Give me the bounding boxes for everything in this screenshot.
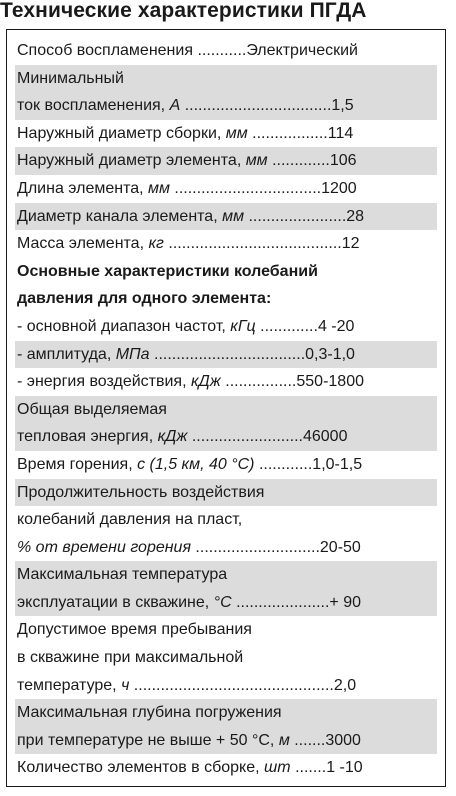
spec-row: Минимальный — [15, 65, 437, 93]
spec-value: .................114 — [247, 124, 354, 142]
spec-value: .......1 -10 — [290, 759, 363, 777]
spec-label: эксплуатации в скважине, — [17, 593, 214, 611]
spec-row — [15, 230, 437, 258]
spec-row: Общая выделяемая — [15, 396, 437, 424]
spec-row: Максимальная температура — [15, 561, 437, 589]
spec-label: температуре, — [17, 676, 122, 694]
spec-unit: кГц — [230, 317, 256, 335]
spec-label: - энергия воздействия, — [17, 373, 191, 391]
spec-row: Максимальная глубина погружения — [15, 699, 437, 727]
spec-row: в скважине при максимальной — [17, 649, 244, 667]
spec-row — [15, 534, 437, 562]
section-heading-line: давления для одного элемента: — [17, 290, 272, 308]
spec-unit: МПа — [115, 345, 150, 363]
spec-label: Количество элементов в сборке, — [17, 759, 265, 777]
spec-unit: м — [278, 731, 290, 749]
spec-row: колебаний давления на пласт, — [17, 511, 243, 529]
spec-label: Наружный диаметр сборки, — [17, 124, 226, 142]
spec-row — [15, 120, 437, 148]
spec-row — [15, 313, 437, 341]
spec-label: Длина элемента, — [17, 179, 149, 197]
spec-row — [15, 175, 437, 203]
spec-label: - амплитуда, — [17, 345, 116, 363]
spec-row — [15, 341, 437, 369]
spec-unit: ч — [121, 676, 130, 694]
spec-row — [15, 92, 437, 120]
spec-value: .............4 -20 — [255, 317, 355, 335]
spec-row — [15, 451, 437, 479]
spec-unit: мм — [148, 179, 170, 197]
spec-unit: мм — [222, 207, 245, 225]
spec-value: ............1,0-1,5 — [254, 455, 363, 473]
spec-row — [15, 727, 437, 755]
document-title: Технические характеристики ПГДА — [0, 0, 367, 22]
spec-value: .................................1200 — [169, 179, 357, 197]
spec-value: ..................................0,3-1,0 — [149, 345, 355, 363]
spec-unit: кДж — [157, 428, 188, 446]
spec-row — [15, 368, 437, 396]
spec-unit: А — [169, 97, 181, 115]
spec-label: при температуре не выше + 50 °С, — [17, 731, 279, 749]
spec-value: ............................20-50 — [190, 538, 361, 556]
spec-unit: кг — [148, 235, 164, 253]
spec-unit: мм — [245, 152, 268, 170]
spec-value: .....................+ 90 — [231, 593, 362, 611]
spec-row — [15, 672, 437, 700]
spec-value: .................................1,5 — [180, 97, 354, 115]
spec-label: тепловая энергия, — [17, 428, 158, 446]
spec-value: .........................46000 — [187, 428, 348, 446]
spec-row: Продолжительность воздействия — [15, 479, 437, 507]
spec-label: Масса элемента, — [17, 235, 149, 253]
spec-unit: °С — [213, 593, 232, 611]
spec-unit: с (1,5 км, 40 °С) — [137, 455, 255, 473]
spec-value: ......................28 — [244, 207, 365, 225]
spec-row — [15, 203, 437, 231]
spec-value: ................550-1800 — [220, 373, 364, 391]
specs-rows — [15, 37, 437, 782]
spec-row: Допустимое время пребывания — [17, 621, 252, 639]
spec-unit: мм — [225, 124, 248, 142]
spec-row — [15, 147, 437, 175]
spec-row — [15, 423, 437, 451]
spec-value: .......3000 — [289, 731, 361, 749]
specs-table — [6, 29, 446, 787]
spec-unit: шт — [264, 759, 291, 777]
spec-value: .............106 — [267, 152, 357, 170]
spec-row — [15, 754, 437, 782]
spec-label: ток воспламенения, — [17, 97, 170, 115]
spec-unit: % от времени горения — [17, 538, 191, 556]
spec-value: .............................................2,0 — [129, 676, 357, 694]
spec-row — [15, 589, 437, 617]
spec-row: Способ воспламенения ...........Электрический — [17, 42, 358, 59]
spec-label: Наружный диаметр элемента, — [17, 152, 246, 170]
spec-value: .......................................12 — [163, 235, 360, 253]
spec-label: Диаметр канала элемента, — [17, 207, 223, 225]
spec-label: Время горения, — [17, 455, 138, 473]
spec-unit: кДж — [190, 373, 221, 391]
spec-label: - основной диапазон частот, — [17, 317, 231, 335]
section-heading-line: Основные характеристики колебаний — [17, 262, 318, 280]
